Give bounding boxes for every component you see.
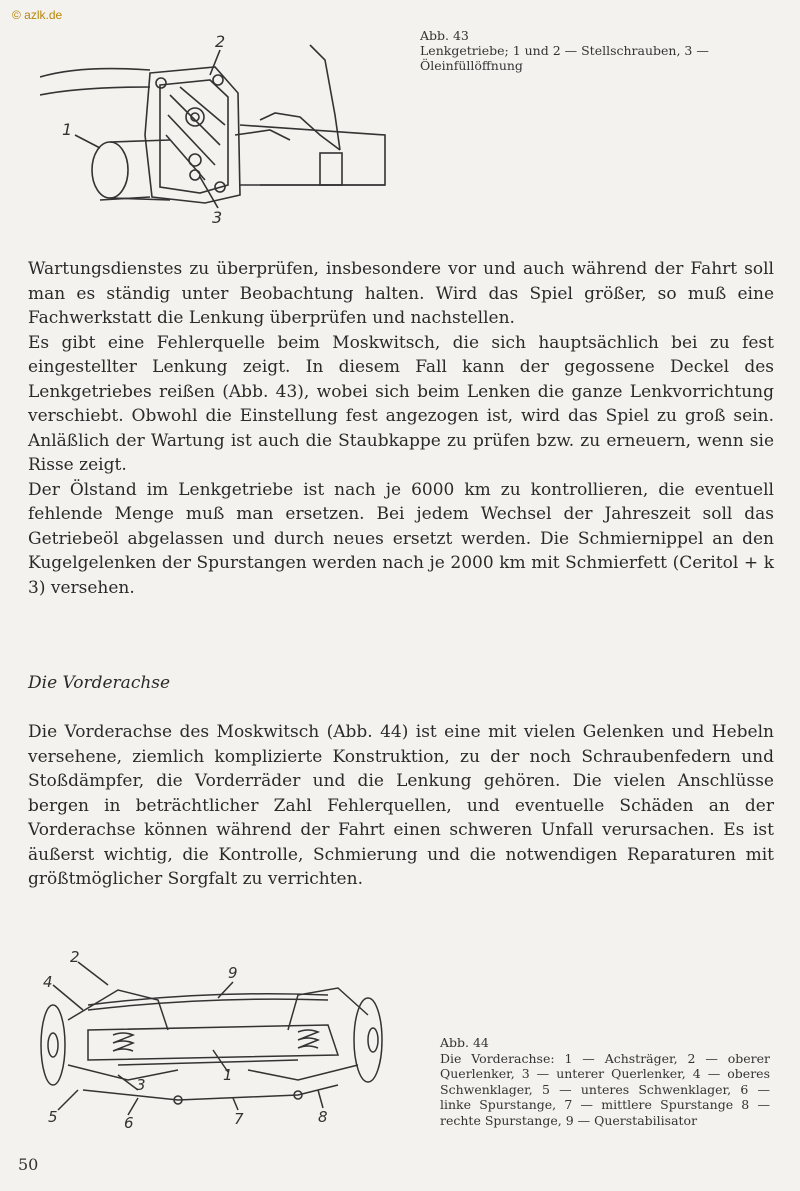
paragraph-2: Es gibt eine Fehlerquelle beim Moskwitsch, die sich hauptsächlich bei zu fest eingestellter Lenkung zeigt. In diesem Fall kann der gegossene Deckel des Lenkgetriebes reißen (Abb. 43), wobei sich beim Lenken die ganze Lenkvorrichtung verschiebt. Obwohl die Einstellung fest angezogen ist, wird das Spiel zu groß sein. Anläßlich der Wartung ist auch die Staubkappe zu prüfen bzw. zu erneuern, wenn sie Risse zeigt. [28, 332, 774, 475]
figure-44-label-1: 1 [223, 1066, 233, 1084]
figure-44-number: Abb. 44 [440, 1035, 489, 1050]
figure-43-caption [420, 28, 780, 73]
page-number: 50 [18, 1155, 39, 1174]
section-paragraph-1: Die Vorderachse des Moskwitsch (Abb. 44) ist eine mit vielen Gelenken und Hebeln versehene, ziemlich komplizierte Konstruktion, zu der noch Schraubenfedern und Stoßdämpfer, die Vorderräder und die Lenkung gehören. Die vielen Anschlüsse bergen in beträchtlicher Zahl Fehlerquellen, und eventuelle Schäden an der Vorderachse können während der Fahrt einen schweren Unfall verursachen. Es ist äußerst wichtig, die Kontrolle, Schmierung und die notwendigen Reparaturen mit größtmöglicher Sorgfalt zu verrichten. [28, 722, 774, 889]
figure-44-label-5: 5 [48, 1108, 58, 1126]
figure-43-caption-text: Lenkgetriebe; 1 und 2 — Stellschrauben, 3 — Öleinfüllöffnung [420, 43, 709, 73]
paragraph-3: Der Ölstand im Lenkgetriebe ist nach je 6000 km zu kontrollieren, die eventuell fehlende Menge muß man ersetzen. Bei jedem Wechsel der Jahreszeit soll das Getriebeöl abgelassen und durch neues ersetzt werden. Die Schmiernippel an den Kugelgelenken der Spurstangen werden nach je 2000 km mit Schmierfett (Ceritol + k 3) versehen. [28, 479, 774, 598]
figure-44-label-3: 3 [136, 1076, 146, 1094]
section-heading: Die Vorderachse [28, 673, 171, 693]
figure-44-label-6: 6 [124, 1114, 134, 1132]
watermark: © azlk.de [12, 8, 63, 22]
figure-44-front-axle-illustration [28, 940, 398, 1140]
figure-44-label-4: 4 [43, 973, 53, 991]
figure-44-label-8: 8 [318, 1108, 328, 1126]
body-text-front-axle [28, 720, 774, 892]
figure-43-number: Abb. 43 [420, 28, 469, 43]
figure-43-label-3: 3 [212, 208, 223, 227]
body-text-steering [28, 257, 774, 600]
paragraph-1: Wartungsdienstes zu überprüfen, insbesondere vor und auch während der Fahrt soll man es ständig unter Beobachtung halten. Wird das Spiel größer, so muß eine Fachwerkstatt die Lenkung überprüfen und nachstellen. [28, 259, 774, 328]
figure-43-label-1: 1 [62, 120, 73, 139]
figure-44-caption [440, 1035, 770, 1128]
figure-44-label-2: 2 [70, 948, 80, 966]
figure-44-label-7: 7 [234, 1110, 244, 1128]
figure-44-caption-text: Die Vorderachse: 1 — Achsträger, 2 — oberer Querlenker, 3 — unterer Querlenker, 4 — oberes Schwenklager, 5 — unteres Schwenklager, 6 — linke Spurstange, 7 — mittlere Spurstange 8 — rechte Spurstange, 9 — Querstabilisator [440, 1050, 770, 1128]
figure-43-steering-gear-illustration [40, 25, 400, 230]
figure-43-label-2: 2 [215, 32, 226, 51]
figure-44-label-9: 9 [228, 964, 238, 982]
